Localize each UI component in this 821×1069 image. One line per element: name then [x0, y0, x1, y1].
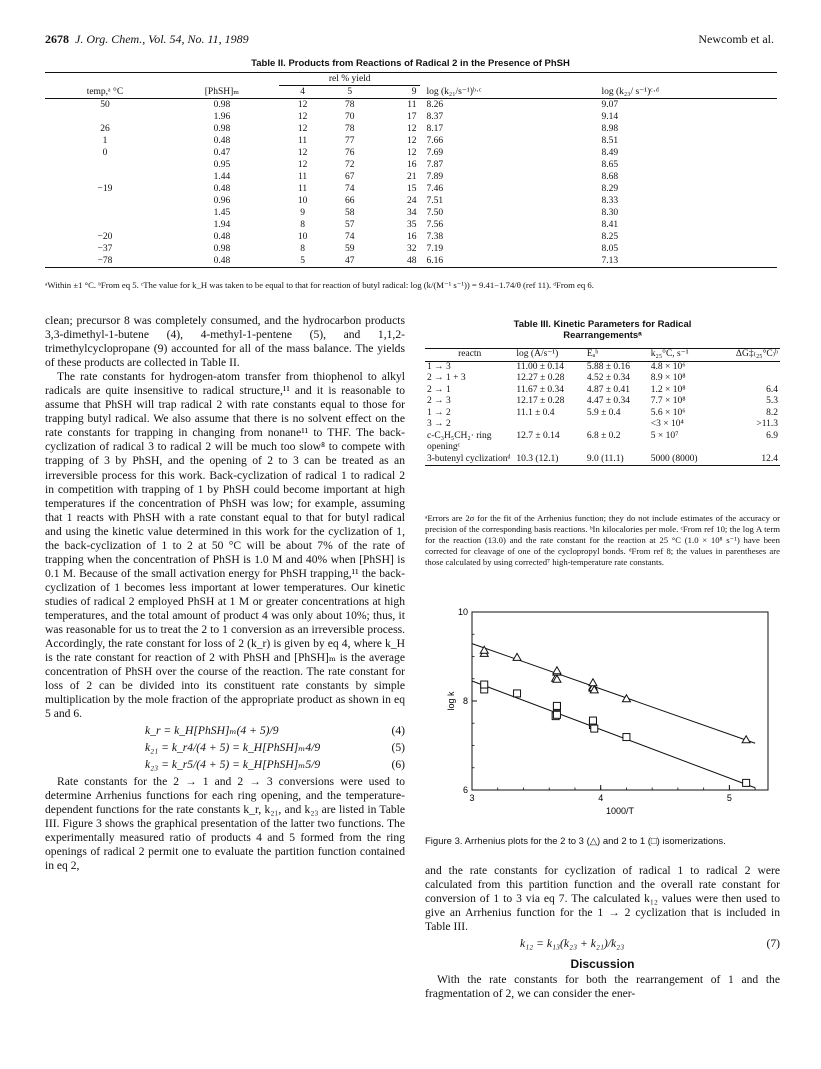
- table-cell: 9.14: [601, 112, 619, 122]
- table-cell: 7.51: [426, 196, 444, 206]
- table-cell: 0.98: [213, 100, 231, 110]
- right-column-text: [425, 864, 780, 1001]
- figure3-caption: Figure 3. Arrhenius plots for the 2 to 3 (△) and 2 to 1 (□) isomerizations.: [425, 836, 726, 847]
- left-column-text: [45, 314, 405, 873]
- table-cell: 76: [344, 148, 355, 158]
- table-cell: 8.26: [426, 100, 444, 110]
- table-cell: 34: [406, 208, 417, 218]
- table-cell: 8.30: [601, 208, 619, 218]
- table-row: [45, 171, 777, 183]
- table-cell: 35: [406, 220, 417, 230]
- table-cell: 3-butenyl cyclizationᵈ: [425, 454, 514, 466]
- table-cell: 7.38: [426, 232, 444, 242]
- table-cell: 12: [297, 148, 308, 158]
- equation-number: (6): [391, 758, 405, 772]
- table-row: [45, 207, 777, 219]
- table-cell: [45, 207, 165, 219]
- equation-number: (7): [766, 937, 780, 951]
- table-cell: 6.16: [426, 256, 444, 266]
- y-axis-label: log k: [446, 691, 456, 711]
- paragraph: and the rate constants for cyclization of radical 1 to radical 2 were calculated from this partition function and the overall rate constant for conversion of 1 to 3 via eq 7. The calculated k₁₂ values were then used to give an Arrhenius function for the 1 → 2 cyclization that is included in Table III.: [425, 864, 780, 934]
- square-marker: [514, 690, 521, 697]
- table-cell: 16: [406, 160, 417, 170]
- equation-7: [425, 937, 780, 951]
- table-row: [45, 111, 777, 123]
- table-row: [425, 396, 780, 408]
- table2-group-header: rel % yield: [279, 73, 420, 86]
- x-tick-label: 3: [469, 793, 475, 803]
- table-cell: 2 → 1: [427, 384, 451, 395]
- table-cell: 12: [406, 136, 417, 146]
- table-cell: 8: [300, 220, 305, 230]
- table-cell: 0.48: [213, 184, 231, 194]
- table-cell: 70: [344, 112, 355, 122]
- paragraph: Rate constants for the 2 → 1 and 2 → 3 conversions were used to determine Arrhenius functions for each ring opening, and the temperature-dependent functions for the rate constants k_r, k₂₁, and k₂₃ are listed in Table III. Figure 3 shows the graphical presentation of the latter two functions. The experimentally measured ratio of products 4 and 5 formed from the ring openings of radical 2 permit one to evaluate the partition function contained in eq 2,: [45, 774, 405, 872]
- table3-title-line: Table III. Kinetic Parameters for Radical: [513, 319, 692, 330]
- square-marker: [553, 702, 560, 709]
- x-axis-label: 1000/T: [605, 806, 635, 816]
- table-cell: 4.8 × 10⁶: [650, 361, 686, 372]
- table-cell: 2 → 3: [427, 396, 451, 406]
- table-cell: 8.49: [601, 148, 619, 158]
- table-cell: 5.6 × 10⁶: [650, 407, 686, 418]
- table-cell: [585, 419, 649, 431]
- table-cell: 5: [300, 256, 305, 266]
- table-cell: 0.48: [213, 232, 231, 242]
- triangle-marker: [589, 679, 597, 686]
- table-cell: 12.27 ± 0.28: [516, 373, 565, 383]
- table-row: [45, 183, 777, 195]
- table-cell: 8.9 × 10⁸: [650, 373, 686, 383]
- table-cell: 21: [406, 172, 417, 182]
- table-cell: 47: [344, 256, 355, 266]
- table-cell: 48: [406, 256, 417, 266]
- table-cell: 6.8 ± 0.2: [586, 430, 621, 441]
- table-cell: 59: [344, 244, 355, 254]
- y-tick-label: 6: [462, 785, 468, 795]
- table-cell: 11.1 ± 0.4: [516, 407, 555, 418]
- table-row: [45, 99, 777, 112]
- table-cell: 10: [297, 232, 308, 242]
- equation-text: k₂₃ = k_r5/(4 + 5) = k_H[PhSH]ₘ5/9: [145, 758, 321, 772]
- table-cell: 11: [297, 184, 308, 194]
- table-cell: 8.65: [601, 160, 619, 170]
- table-cell: 17: [406, 112, 417, 122]
- table-cell: 12: [297, 160, 308, 170]
- table-cell: 4.52 ± 0.34: [586, 373, 631, 383]
- table-cell: 8.29: [601, 184, 619, 194]
- table-row: [45, 195, 777, 207]
- table-cell: −78: [97, 256, 113, 266]
- square-marker: [481, 681, 488, 688]
- table2-body: [45, 99, 777, 268]
- table-cell: 8.68: [601, 172, 619, 182]
- y-tick-label: 8: [462, 696, 468, 706]
- table-cell: 9: [300, 208, 305, 218]
- table-cell: −37: [97, 244, 113, 254]
- table-cell: 11: [297, 172, 308, 182]
- table-cell: 0.48: [213, 136, 231, 146]
- table-cell: 0.98: [213, 244, 231, 254]
- equation-text: k₂₁ = k_r4/(4 + 5) = k_H[PhSH]ₘ4/9: [145, 741, 321, 755]
- square-marker: [553, 711, 560, 718]
- table-cell: 1 → 3: [427, 361, 451, 372]
- table-cell: 1 → 2: [427, 407, 451, 418]
- table-cell: 7.13: [601, 256, 619, 266]
- table-cell: 7.66: [426, 136, 444, 146]
- triangle-marker: [513, 653, 521, 660]
- table-cell: 11.00 ± 0.14: [516, 361, 565, 372]
- table-cell: 1.94: [213, 220, 231, 230]
- table-cell: 1: [102, 136, 108, 146]
- table-row: [45, 231, 777, 243]
- paragraph: clean; precursor 8 was completely consumed, and the hydrocarbon products 3,3-dimethyl-1-butene (4), 4-methyl-1-pentene (5), and 1,1,2-trimethylcyclopropane (9) accounted for all of the mass balance. The yields of these products are collected in Table II.: [45, 314, 405, 370]
- table-cell: 6.9: [766, 430, 778, 441]
- table-cell: 1.44: [213, 172, 231, 182]
- table-cell: [718, 373, 781, 385]
- table-cell: 57: [344, 220, 355, 230]
- table-row: [45, 255, 777, 268]
- table2-column-header: 5: [347, 87, 353, 97]
- table-cell: 12.17 ± 0.28: [516, 396, 565, 406]
- equation-5: [45, 741, 405, 755]
- table-cell: 0.95: [213, 160, 231, 170]
- table3-column-header: reactn: [425, 349, 514, 362]
- plot-frame: [472, 612, 768, 790]
- table-cell: 78: [344, 124, 355, 134]
- square-marker: [589, 717, 596, 724]
- table2-column-header: temp,ᵃ °C: [86, 86, 124, 97]
- table2-column-header: log (k₂₃/ s⁻¹)ᶜ·ᵈ: [601, 86, 659, 97]
- table-cell: 7.69: [426, 148, 444, 158]
- table-cell: 5.88 ± 0.16: [586, 361, 631, 372]
- table-cell: 0.96: [213, 196, 231, 206]
- table-row: [425, 419, 780, 431]
- table2: [45, 72, 777, 268]
- page-number: 2678: [45, 32, 69, 46]
- table-row: [45, 123, 777, 135]
- table3-column-header: ΔG‡₍₂₅°C₎ᵇ: [718, 349, 781, 362]
- table-row: [425, 454, 780, 466]
- table-cell: 10: [297, 196, 308, 206]
- table-cell: 7.50: [426, 208, 444, 218]
- table-cell: 8.17: [426, 124, 444, 134]
- table-cell: 74: [344, 232, 355, 242]
- table2-column-header: 4: [300, 87, 305, 97]
- table3-footnote: ᵃErrors are 2σ for the fit of the Arrhenius function; they do not include estimates of the accuracy or precision of the corresponding basis reactions. ᵇIn kilocalories per mole. ᶜFrom ref 10; the log A term for the reaction (13.0) and the rate constant for the reaction at 25 °C (1.0 × 10⁸ s⁻¹) have been corrected for cleavage of one of the cyclopropyl bonds. ᵈFrom ref 8; the values in parentheses are those calculated by using corrected⁷ high-temperature rate constants.: [425, 513, 780, 567]
- table-cell: 74: [344, 184, 355, 194]
- journal-citation: J. Org. Chem., Vol. 54, No. 11, 1989: [75, 32, 249, 46]
- table-cell: 11: [297, 136, 308, 146]
- equation-number: (4): [391, 724, 405, 738]
- table-cell: [514, 419, 584, 431]
- table-row: [45, 135, 777, 147]
- equation-6: [45, 758, 405, 772]
- table-row: [425, 431, 780, 454]
- table-row: [425, 385, 780, 397]
- x-tick-label: 5: [726, 793, 732, 803]
- table-cell: 10.3 (12.1): [514, 454, 584, 466]
- table-cell: [718, 361, 781, 373]
- table-cell: 8.41: [601, 220, 619, 230]
- triangle-marker: [553, 667, 561, 674]
- table-cell: 5.9 ± 0.4: [586, 407, 621, 418]
- table-row: [425, 408, 780, 420]
- table3-body: [425, 361, 780, 466]
- table2-column-header: log (k₂₁/s⁻¹)ᵇ·ᶜ: [426, 86, 482, 97]
- figure3-arrhenius-plot: [430, 602, 780, 827]
- table3-header-row: [425, 349, 780, 362]
- table-cell: 12: [297, 100, 308, 110]
- table-cell: 32: [406, 244, 417, 254]
- running-header-left: [45, 32, 249, 47]
- table-cell: 58: [344, 208, 355, 218]
- equation-4: [45, 724, 405, 738]
- paragraph: With the rate constants for both the rearrangement of 1 and the fragmentation of 2, we can consider the ener-: [425, 973, 780, 1001]
- running-header-authors: Newcomb et al.: [698, 32, 774, 46]
- table-row: [45, 219, 777, 231]
- table-cell: 67: [344, 172, 355, 182]
- table-cell: 72: [344, 160, 355, 170]
- square-marker: [591, 725, 598, 732]
- table3-title-line: Rearrangementsᵃ: [563, 330, 642, 341]
- table-cell: 0: [102, 148, 108, 158]
- equation-text: k₁₂ = k₁₃(k₂₃ + k₂₁)/k₂₃: [520, 937, 625, 951]
- table-cell: 8.37: [426, 112, 444, 122]
- table3-column-header: log (A/s⁻¹): [514, 349, 584, 362]
- table-cell: 7.89: [426, 172, 444, 182]
- table-cell: [45, 159, 165, 171]
- table3: [425, 348, 780, 466]
- table-cell: 8.51: [601, 136, 619, 146]
- table-cell: 1.45: [213, 208, 231, 218]
- table-cell: 16: [406, 232, 417, 242]
- table-cell: 1.96: [213, 112, 231, 122]
- table-cell: 7.46: [426, 184, 444, 194]
- table-cell: 7.19: [426, 244, 444, 254]
- table-cell: 8.98: [601, 124, 619, 134]
- equation-number: (5): [391, 741, 405, 755]
- table3-column-header: Eₐᵇ: [585, 349, 649, 362]
- table-cell: −20: [97, 232, 113, 242]
- table-cell: [45, 219, 165, 231]
- table-cell: 15: [406, 184, 417, 194]
- table-cell: 12: [297, 124, 308, 134]
- table2-column-header: 9: [411, 87, 417, 97]
- table-cell: [45, 171, 165, 183]
- table-cell: −19: [97, 184, 113, 194]
- table-cell: 4.87 ± 0.41: [586, 384, 631, 395]
- table-cell: 7.56: [426, 220, 444, 230]
- table2-footnote: ᵃWithin ±1 °C. ᵇFrom eq 5. ᶜThe value for k_H was taken to be equal to that for reaction of butyl radical: log (k/(M⁻¹ s⁻¹)) = 9.41−1.74/θ (ref 11). ᵈFrom eq 6.: [45, 280, 594, 290]
- table-cell: 8.25: [601, 232, 619, 242]
- triangle-marker: [622, 695, 630, 702]
- table-cell: 3 → 2: [427, 419, 451, 429]
- square-marker: [623, 734, 630, 741]
- table-cell: 12: [406, 148, 417, 158]
- table-cell: 12: [406, 124, 417, 134]
- table-cell: 2 → 1 + 3: [427, 373, 466, 383]
- table2-title: Table II. Products from Reactions of Radical 2 in the Presence of PhSH: [251, 58, 570, 69]
- table-cell: 6.4: [766, 384, 778, 395]
- table-cell: 1.2 × 10⁸: [650, 384, 686, 395]
- equation-text: k_r = k_H[PhSH]ₘ(4 + 5)/9: [145, 724, 279, 738]
- table-cell: 12.7 ± 0.14: [516, 430, 560, 441]
- y-tick-label: 10: [457, 607, 468, 617]
- table-cell: 5000 (8000): [649, 454, 718, 466]
- table-cell: 7.87: [426, 160, 444, 170]
- table-cell: <3 × 10⁴: [650, 419, 684, 429]
- table2-column-header: [PhSH]ₘ: [204, 86, 240, 97]
- paragraph: The rate constants for hydrogen-atom transfer from thiophenol to alkyl radicals are quite insensitive to radical structure,¹¹ and it is reasonable to assume that PhSH will trap radical 2 with rate constants equal to those for trapping butyl radical. We also assume that there is no solvent effect on the rate constants for trapping in changing from nonane¹¹ to THF. The back-cyclization of radical 3 to radical 2 will be much too slow⁸ to compete with trapping of 3 by PhSH, and the opening of 2 to 3 can be treated as an irreversible process for this work. Back-cyclization of radical 1 to radical 2 in competition with trapping of 1 by PhSH could become important at high temperatures if the concentration of PhSH was low; for example, assuming that 1 reacts with PhSH with a rate constant equal to that for butyl radical and using the kinetic value determined in this work for the cyclization of 1, the back-cyclization of 1 to 2 at 50 °C will be about 7% of the rate of trapping when the concentration of PhSH is 1.0 M and 40% when [PhSH] is 0.1 M. Because of the small activation energy for PhSH trapping,¹¹ the back-cyclization of 1 becomes less important at lower temperatures. Our kinetic studies of radical 2 employed PhSH at 1 M or greater concentrations at high temperatures, and the total amount of product 4 was only about 10%; thus, it was reasonable for us to treat the 2 to 1 conversion as an irreversible process. Accordingly, the rate constant for loss of 2 (k_r) is given by eq 4, where k_H is the rate constant for reaction of 2 with PhSH and [PhSH]ₘ is the average concentration of PhSH over the course of the reaction. The rate constant for loss of 2 can be divided into its constituent rate constants by simple multiplication by the mole fraction of the appropriate product as shown in eq 5 and 6.: [45, 370, 405, 721]
- table-cell: 8: [300, 244, 305, 254]
- table2-header-row: [45, 86, 777, 99]
- table-cell: 66: [344, 196, 355, 206]
- square-marker: [743, 779, 750, 786]
- table-cell: 0.98: [213, 124, 231, 134]
- table-cell: 26: [100, 124, 110, 134]
- table-cell: 5.3: [766, 396, 778, 406]
- table-cell: c-C₃H₅CH₂· ring openingᶜ: [427, 430, 492, 452]
- table-cell: 8.33: [601, 196, 619, 206]
- x-tick-label: 4: [598, 793, 604, 803]
- table-cell: 8.2: [766, 407, 778, 418]
- table-cell: 0.47: [213, 148, 231, 158]
- table-cell: 4.47 ± 0.34: [586, 396, 631, 406]
- table2-group-header-row: [45, 73, 777, 86]
- table-cell: 12: [297, 112, 308, 122]
- table-cell: [45, 111, 165, 123]
- table-cell: 12.4: [718, 454, 781, 466]
- table-cell: 77: [344, 136, 355, 146]
- table-cell: 7.7 × 10⁸: [650, 396, 686, 406]
- table3-column-header: k₂₅°C, s⁻¹: [649, 349, 718, 362]
- table-row: [425, 361, 780, 373]
- table-cell: 11.67 ± 0.34: [516, 384, 565, 395]
- table-cell: 0.48: [213, 256, 231, 266]
- table-cell: 11: [407, 100, 417, 110]
- table-cell: 24: [406, 196, 417, 206]
- table-cell: 78: [344, 100, 355, 110]
- table-cell: [45, 195, 165, 207]
- table-cell: 9.07: [601, 100, 619, 110]
- table-row: [45, 147, 777, 159]
- table-cell: 8.05: [601, 244, 619, 254]
- table-cell: 5 × 10⁷: [650, 430, 679, 441]
- section-heading: Discussion: [570, 957, 635, 972]
- table-cell: >11.3: [756, 419, 778, 429]
- table-cell: 50: [100, 100, 110, 110]
- table-cell: 9.0 (11.1): [585, 454, 649, 466]
- table-row: [45, 159, 777, 171]
- table-row: [425, 373, 780, 385]
- table3-title: [425, 319, 780, 341]
- table-row: [45, 243, 777, 255]
